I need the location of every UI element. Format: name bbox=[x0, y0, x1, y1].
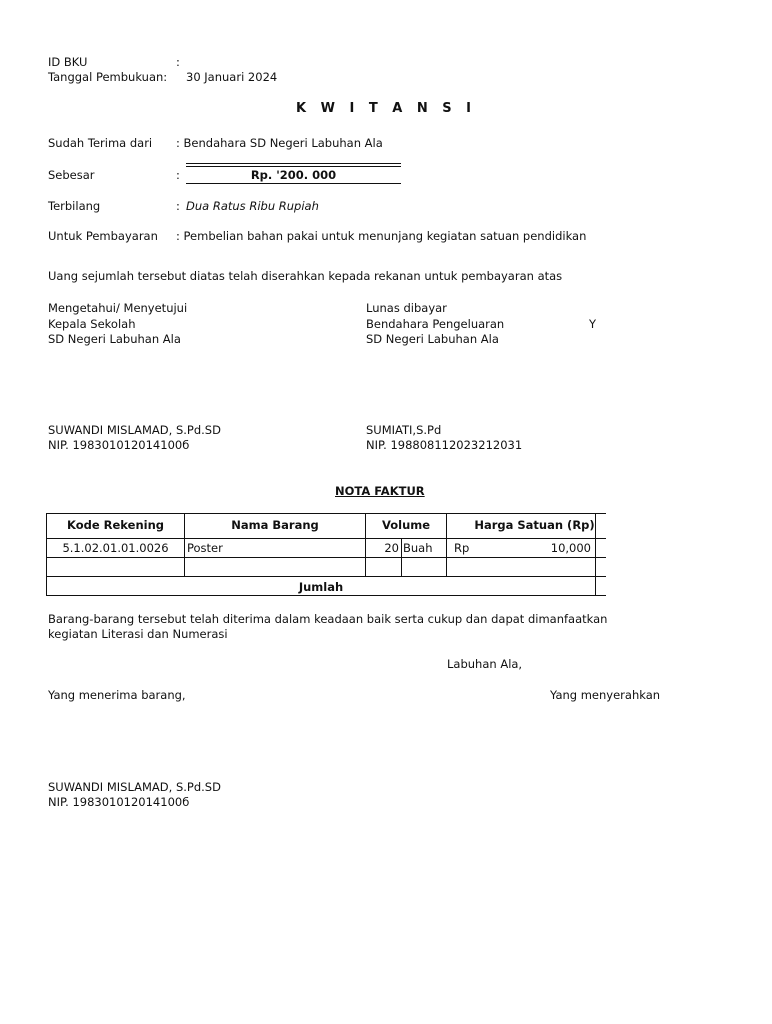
table-rule-header bbox=[46, 538, 606, 539]
sign-right-line3: SD Negeri Labuhan Ala bbox=[366, 332, 499, 346]
table-cell-volume: 20 bbox=[384, 541, 399, 555]
id-bku-label: ID BKU bbox=[48, 55, 88, 69]
untuk-label: Untuk Pembayaran bbox=[48, 229, 158, 243]
sebesar-top-rule-1 bbox=[186, 163, 401, 164]
page-title: K W I T A N S I bbox=[296, 101, 476, 116]
footer-paragraph-line2: kegiatan Literasi dan Numerasi bbox=[48, 627, 228, 641]
sign-left-line1: Mengetahui/ Menyetujui bbox=[48, 301, 188, 315]
sign-left-name: SUWANDI MISLAMAD, S.Pd.SD bbox=[48, 423, 221, 437]
sign-right-line2: Bendahara Pengeluaran bbox=[366, 317, 505, 331]
table-header-nama: Nama Barang bbox=[231, 518, 319, 532]
table-rule-top bbox=[46, 513, 606, 514]
table-cell-currency: Rp bbox=[454, 541, 470, 555]
sign-right-line2-extra: Y bbox=[589, 317, 597, 331]
terbilang-label: Terbilang bbox=[48, 199, 101, 213]
footer-receiver-label: Yang menerima barang, bbox=[48, 688, 186, 702]
tanggal-label: Tanggal Pembukuan: bbox=[48, 70, 168, 84]
footer-place: Labuhan Ala, bbox=[447, 657, 523, 671]
table-col-divider-volume bbox=[401, 538, 402, 577]
footer-right-label: Yang menyerahkan bbox=[550, 688, 661, 702]
id-bku-colon: : bbox=[176, 55, 180, 69]
cropped-line-mask bbox=[40, 283, 600, 288]
tanggal-value: 30 Januari 2024 bbox=[186, 70, 278, 84]
table-cell-kode: 5.1.02.01.01.0026 bbox=[62, 541, 169, 555]
statement-text: Uang sejumlah tersebut diatas telah diserahkan kepada rekanan untuk pembayaran atas bbox=[48, 269, 563, 283]
footer-receiver-name: SUWANDI MISLAMAD, S.Pd.SD bbox=[48, 780, 221, 794]
table-cell-satuan: Buah bbox=[403, 541, 433, 555]
table-jumlah-label: Jumlah bbox=[298, 580, 344, 594]
terbilang-colon: : bbox=[176, 199, 180, 213]
sebesar-label: Sebesar bbox=[48, 168, 95, 182]
table-cell-nama: Poster bbox=[187, 541, 223, 555]
sebesar-top-rule-2 bbox=[186, 166, 401, 167]
table-header-kode: Kode Rekening bbox=[67, 518, 164, 532]
sign-right-line1: Lunas dibayar bbox=[366, 301, 447, 315]
sign-left-line2: Kepala Sekolah bbox=[48, 317, 136, 331]
sign-left-line3: SD Negeri Labuhan Ala bbox=[48, 332, 181, 346]
table-rule-row1 bbox=[46, 557, 606, 558]
terima-value: : Bendahara SD Negeri Labuhan Ala bbox=[176, 136, 383, 150]
sebesar-bottom-rule bbox=[186, 183, 401, 184]
terbilang-value: Dua Ratus Ribu Rupiah bbox=[186, 199, 319, 213]
footer-receiver-nip: NIP. 198301012014100б bbox=[48, 795, 190, 809]
terima-label: Sudah Terima dari bbox=[48, 136, 153, 150]
nota-title: NOTA FAKTUR bbox=[335, 484, 425, 498]
untuk-value: : Pembelian bahan pakai untuk menunjang kegiatan satuan pendidikan bbox=[176, 229, 587, 243]
sign-right-nip: NIP. 198808112023212031 bbox=[366, 438, 523, 452]
sign-right-name: SUMIATI,S.Pd bbox=[366, 423, 442, 437]
table-cell-harga: 10,000 bbox=[550, 541, 591, 555]
table-header-harga: Harga Satuan (Rp) bbox=[474, 518, 595, 532]
sebesar-colon: : bbox=[176, 168, 180, 182]
footer-paragraph-line1: Barang-barang tersebut telah diterima dalam keadaan baik serta cukup dan dapat dimanfaatkan bbox=[48, 612, 608, 626]
sign-left-nip: NIP. 198301012014100б bbox=[48, 438, 190, 452]
table-rule-row2 bbox=[46, 576, 606, 577]
table-header-volume: Volume bbox=[381, 518, 431, 532]
table-rule-bottom bbox=[46, 595, 606, 596]
sebesar-value: Rp. '200. 000 bbox=[250, 168, 337, 182]
